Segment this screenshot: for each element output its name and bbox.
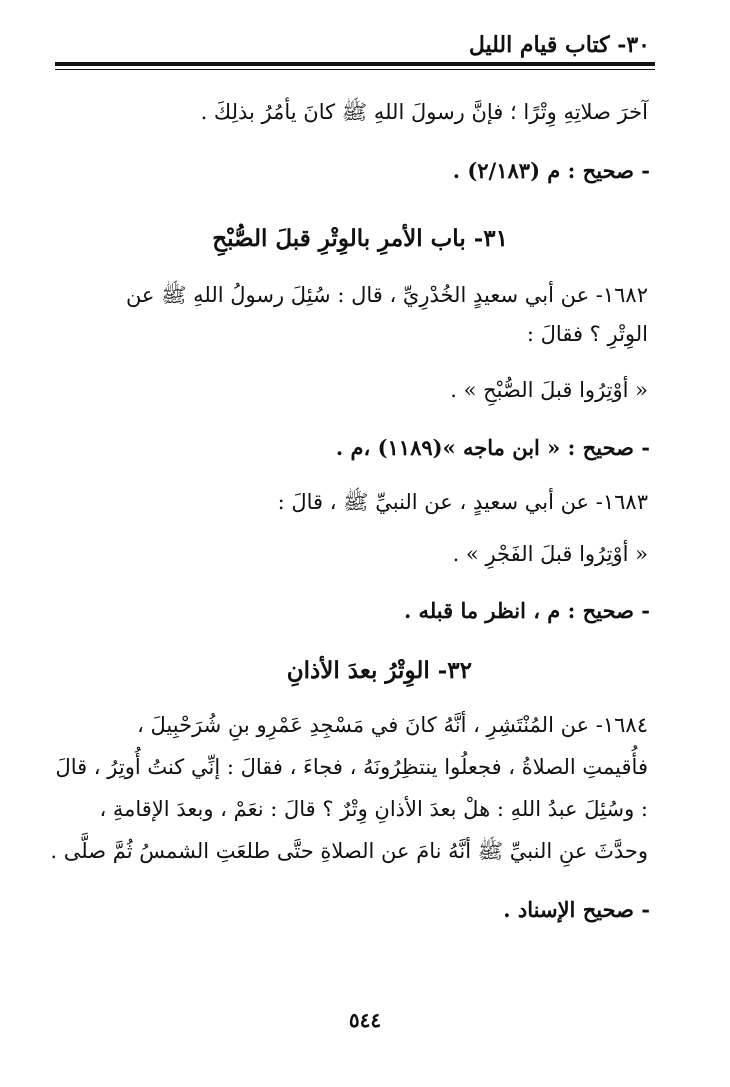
text-line: : وسُئِلَ عبدُ اللهِ : هلْ بعدَ الأذانِ وِتْرٌ ؟ قالَ : نعَمْ ، وبعدَ الإقامةِ ، xyxy=(99,797,648,821)
text-line: فأُقيمتِ الصلاةُ ، فجعلُوا ينتظِرُونَهُ ، فجاءَ ، فقالَ : إنِّي كنتُ أُوتِرُ ، قالَ xyxy=(55,755,648,779)
hadith-line: ١٦٨٣- عن أبي سعيدٍ ، عن النبيِّ ﷺ ، قالَ : xyxy=(277,490,648,514)
page-number: ٥٤٤ xyxy=(348,1008,382,1032)
text-line: آخرَ صلاتِهِ وِتْرًا ؛ فإنَّ رسولَ اللهِ ﷺ كانَ يأمُرُ بذلِكَ . xyxy=(200,100,648,124)
chapter-heading: ٣١- باب الأمرِ بالوِتْرِ قبلَ الصُّبْحِ xyxy=(212,225,508,252)
header-rule-thick xyxy=(55,62,655,66)
chapter-heading: ٣٢- الوِتْرُ بعدَ الأذانِ xyxy=(286,657,472,684)
running-header: ٣٠- كتاب قيام الليل xyxy=(468,32,650,58)
grading-line: - صحيح : م ، انظر ما قبله . xyxy=(403,598,650,623)
grading-line: - صحيح الإسناد . xyxy=(503,897,650,922)
quote-line: « أوْتِرُوا قبلَ الصُّبْحِ » . xyxy=(450,378,648,402)
hadith-line: ١٦٨٢- عن أبي سعيدٍ الخُدْرِيِّ ، قال : سُئِلَ رسولُ اللهِ ﷺ عن xyxy=(125,283,648,307)
grading-line: - صحيح : م (٢/١٨٣) . xyxy=(452,158,650,183)
quote-line: « أوْتِرُوا قبلَ الفَجْرِ » . xyxy=(452,542,648,566)
text-line: الوِتْرِ ؟ فقالَ : xyxy=(526,322,648,346)
text-line: وحدَّثَ عنِ النبيِّ ﷺ أنَّهُ نامَ عن الصلاةِ حتَّى طلعَتِ الشمسُ ثُمَّ صلَّى . xyxy=(50,839,648,863)
grading-line: - صحيح : « ابن ماجه »(١١٨٩) ،م . xyxy=(335,435,650,460)
hadith-line: ١٦٨٤- عن المُنْتَشِرِ ، أنَّهُ كانَ في مَسْجِدِ عَمْرِو بنِ شُرَحْبِيلَ ، xyxy=(137,713,648,737)
header-rule-thin xyxy=(55,69,655,70)
